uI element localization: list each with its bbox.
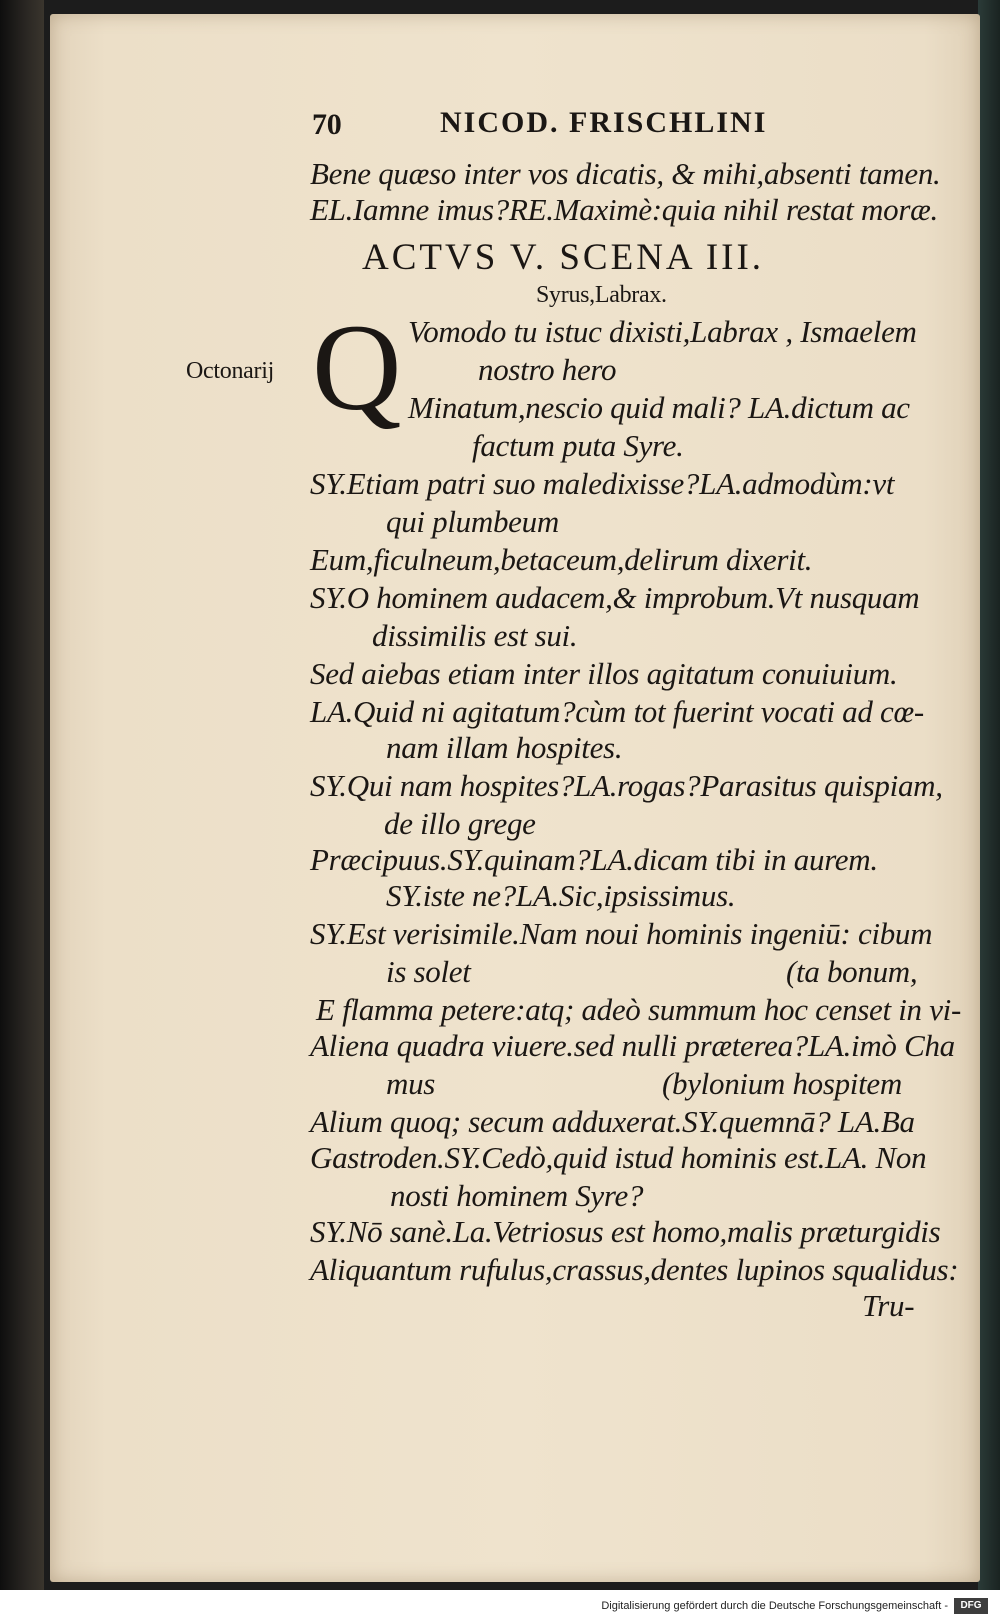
- catchword: Tru-: [862, 1288, 915, 1323]
- text-line: (bylonium hospitem: [662, 1066, 902, 1101]
- text-line: nam illam hospites.: [386, 730, 623, 765]
- text-line: mus: [386, 1066, 436, 1101]
- text-line: Vomodo tu istuc dixisti,Labrax , Ismaelem: [408, 314, 917, 349]
- text-line: Aliena quadra viuere.sed nulli præterea?LA.imò Cha: [310, 1028, 955, 1063]
- footer-bar: [0, 1590, 1000, 1624]
- text-line: Alium quoq; secum adduxerat.SY.quemnā? LA.Ba: [310, 1104, 915, 1139]
- text-line: SY.O hominem audacem,& improbum.Vt nusquam: [310, 580, 920, 615]
- text-line: SY.Nō sanè.La.Vetriosus est homo,malis præturgidis: [310, 1214, 941, 1249]
- text-line: is solet: [386, 954, 471, 989]
- text-line: Eum,ficulneum,betaceum,delirum dixerit.: [310, 542, 813, 577]
- funding-notice: Digitalisierung gefördert durch die Deutsche Forschungsgemeinschaft -: [601, 1600, 948, 1612]
- text-line: factum puta Syre.: [472, 428, 684, 463]
- text-line: dissimilis est sui.: [372, 618, 578, 653]
- text-line: SY.Est verisimile.Nam noui hominis ingeniū: cibum: [310, 916, 933, 951]
- text-line: qui plumbeum: [386, 504, 559, 539]
- book-spine: [0, 0, 44, 1590]
- text-line: Bene quæso inter vos dicatis, & mihi,absenti tamen.: [310, 156, 941, 191]
- text-line: nostro hero: [478, 352, 617, 387]
- text-line: SY.iste ne?LA.Sic,ipsissimus.: [386, 878, 736, 913]
- text-line: Præcipuus.SY.quinam?LA.dicam tibi in aurem.: [310, 842, 878, 877]
- text-line: (ta bonum,: [786, 954, 918, 989]
- text-line: Sed aiebas etiam inter illos agitatum conuiuium.: [310, 656, 898, 691]
- text-line: Aliquantum rufulus,crassus,dentes lupinos squalidus:: [310, 1252, 959, 1287]
- text-line: LA.Quid ni agitatum?cùm tot fuerint vocati ad cœ-: [310, 694, 924, 729]
- running-head: NICOD. FRISCHLINI: [440, 106, 768, 139]
- text-line: E flamma petere:atq; adeò summum hoc censet in vi-: [316, 992, 962, 1027]
- page-number: 70: [312, 108, 342, 141]
- dfg-logo: DFG: [954, 1598, 988, 1614]
- margin-note: Octonarij: [186, 358, 274, 384]
- text-line: nosti hominem Syre?: [390, 1178, 644, 1213]
- text-line: Gastroden.SY.Cedò,quid istud hominis est.LA. Non: [310, 1140, 927, 1175]
- drop-cap-initial: Q: [312, 299, 402, 436]
- text-line: SY.Qui nam hospites?LA.rogas?Parasitus quispiam,: [310, 768, 943, 803]
- cast-list: Syrus,Labrax.: [536, 282, 667, 308]
- text-line: Minatum,nescio quid mali? LA.dictum ac: [408, 390, 910, 425]
- text-line: SY.Etiam patri suo maledixisse?LA.admodùm:vt: [310, 466, 895, 501]
- book-cover-edge: [978, 0, 1000, 1590]
- act-scene-title: ACTVS V. SCENA III.: [362, 237, 765, 278]
- text-line: de illo grege: [384, 806, 536, 841]
- text-line: EL.Iamne imus?RE.Maximè:quia nihil restat moræ.: [310, 192, 938, 227]
